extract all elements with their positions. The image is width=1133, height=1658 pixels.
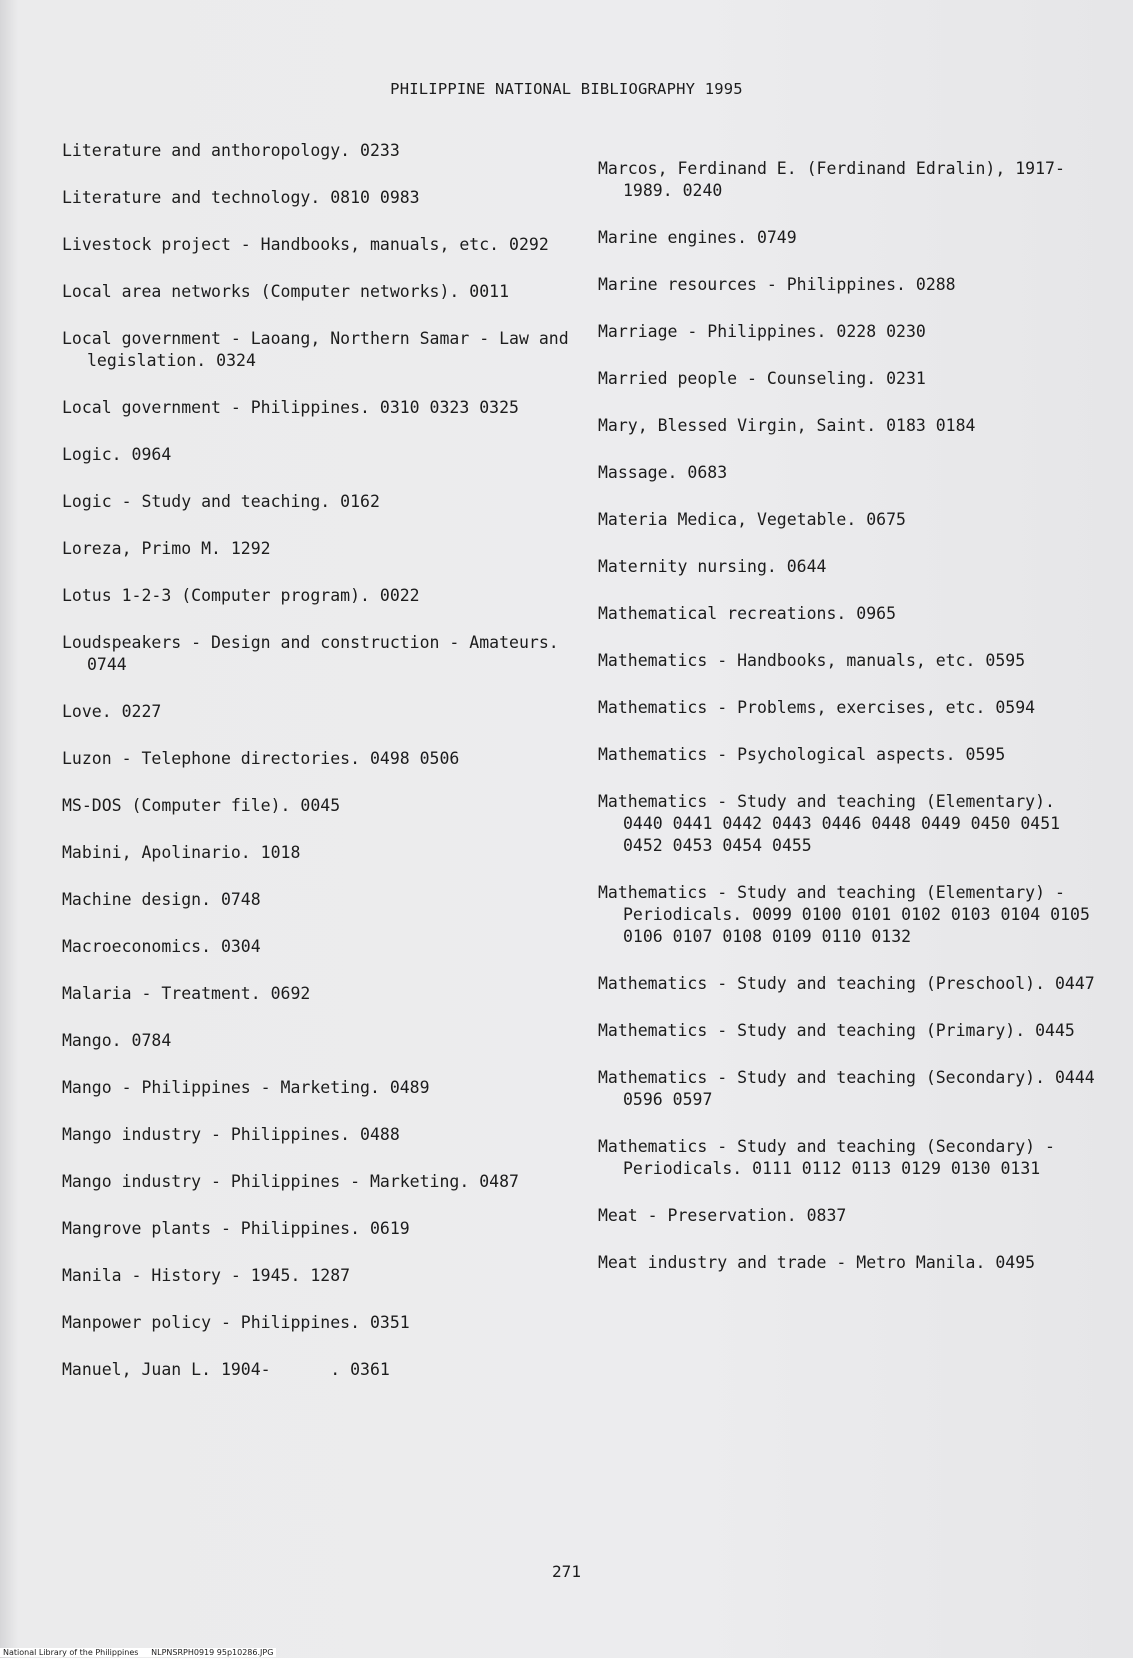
index-entry: Mabini, Apolinario. 1018 [62, 843, 301, 862]
index-entry: Logic - Study and teaching. 0162 [62, 492, 380, 511]
index-entry: Local government - Laoang, Northern Samar - Law and legislation. 0324 [62, 329, 579, 370]
index-entry: Mathematics - Study and teaching (Elementary) - Periodicals. 0099 0100 0101 0102 0103 0104 0105 0106 0107 0108 0109 0110 0132 [598, 883, 1100, 946]
index-entry: Lotus 1-2-3 (Computer program). 0022 [62, 586, 420, 605]
index-entry: Mango industry - Philippines. 0488 [62, 1125, 400, 1144]
index-entry: Massage. 0683 [598, 463, 728, 482]
index-entry: Luzon - Telephone directories. 0498 0506 [62, 749, 460, 768]
index-entry: Malaria - Treatment. 0692 [62, 984, 311, 1003]
index-entry: Mary, Blessed Virgin, Saint. 0183 0184 [598, 416, 976, 435]
index-entry: Mango. 0784 [62, 1031, 172, 1050]
index-entry: Love. 0227 [62, 702, 162, 721]
index-entry: Logic. 0964 [62, 445, 172, 464]
index-entry: Mathematical recreations. 0965 [598, 604, 897, 623]
index-entry: Mathematics - Study and teaching (Preschool). 0447 [598, 974, 1095, 993]
index-entry: Married people - Counseling. 0231 [598, 369, 926, 388]
index-entry: Mathematics - Study and teaching (Primary). 0445 [598, 1021, 1075, 1040]
index-entry: Marine resources - Philippines. 0288 [598, 275, 956, 294]
index-entry: Materia Medica, Vegetable. 0675 [598, 510, 906, 529]
index-entry: Maternity nursing. 0644 [598, 557, 827, 576]
left-column [62, 140, 582, 1406]
index-entry: Mango industry - Philippines - Marketing. 0487 [62, 1172, 519, 1191]
index-entry: Mathematics - Study and teaching (Secondary) - Periodicals. 0111 0112 0113 0129 0130 0131 [598, 1137, 1065, 1178]
index-entry: Machine design. 0748 [62, 890, 261, 909]
index-entry: Loudspeakers - Design and construction - Amateurs. 0744 [62, 633, 569, 674]
page-number: 271 [552, 1562, 581, 1581]
page-title: PHILIPPINE NATIONAL BIBLIOGRAPHY 1995 [390, 80, 743, 98]
index-entry: Manpower policy - Philippines. 0351 [62, 1313, 410, 1332]
index-entry: Mathematics - Study and teaching (Elementary). 0440 0441 0442 0443 0446 0448 0449 0450 0451 0452 0453 0454 0455 [598, 792, 1071, 855]
index-entry: Local government - Philippines. 0310 0323 0325 [62, 398, 519, 417]
index-entry: Meat - Preservation. 0837 [598, 1206, 847, 1225]
index-entry: Mathematics - Handbooks, manuals, etc. 0595 [598, 651, 1026, 670]
index-entry: Livestock project - Handbooks, manuals, etc. 0292 [62, 235, 549, 254]
index-entry: Macroeconomics. 0304 [62, 937, 261, 956]
index-entry: Literature and anthoropology. 0233 [62, 141, 400, 160]
index-entry: Mangrove plants - Philippines. 0619 [62, 1219, 410, 1238]
index-entry: Manila - History - 1945. 1287 [62, 1266, 351, 1285]
right-column [598, 158, 1105, 1299]
index-entry: MS-DOS (Computer file). 0045 [62, 796, 341, 815]
index-entry: Marcos, Ferdinand E. (Ferdinand Edralin), 1917-1989. 0240 [598, 159, 1065, 200]
index-entry: Marriage - Philippines. 0228 0230 [598, 322, 926, 341]
scan-footer: National Library of the Philippines NLPNSRPH0919 95p10286.JPG [0, 1648, 276, 1657]
index-entry: Mathematics - Problems, exercises, etc. 0594 [598, 698, 1036, 717]
index-entry: Local area networks (Computer networks). 0011 [62, 282, 510, 301]
index-entry: Mathematics - Psychological aspects. 0595 [598, 745, 1006, 764]
index-entry: Loreza, Primo M. 1292 [62, 539, 271, 558]
index-entry: Meat industry and trade - Metro Manila. 0495 [598, 1253, 1036, 1272]
index-entry: Mathematics - Study and teaching (Secondary). 0444 0596 0597 [598, 1068, 1105, 1109]
index-entry: Literature and technology. 0810 0983 [62, 188, 420, 207]
index-entry: Mango - Philippines - Marketing. 0489 [62, 1078, 430, 1097]
index-entry: Manuel, Juan L. 1904- . 0361 [62, 1360, 390, 1379]
index-entry: Marine engines. 0749 [598, 228, 797, 247]
